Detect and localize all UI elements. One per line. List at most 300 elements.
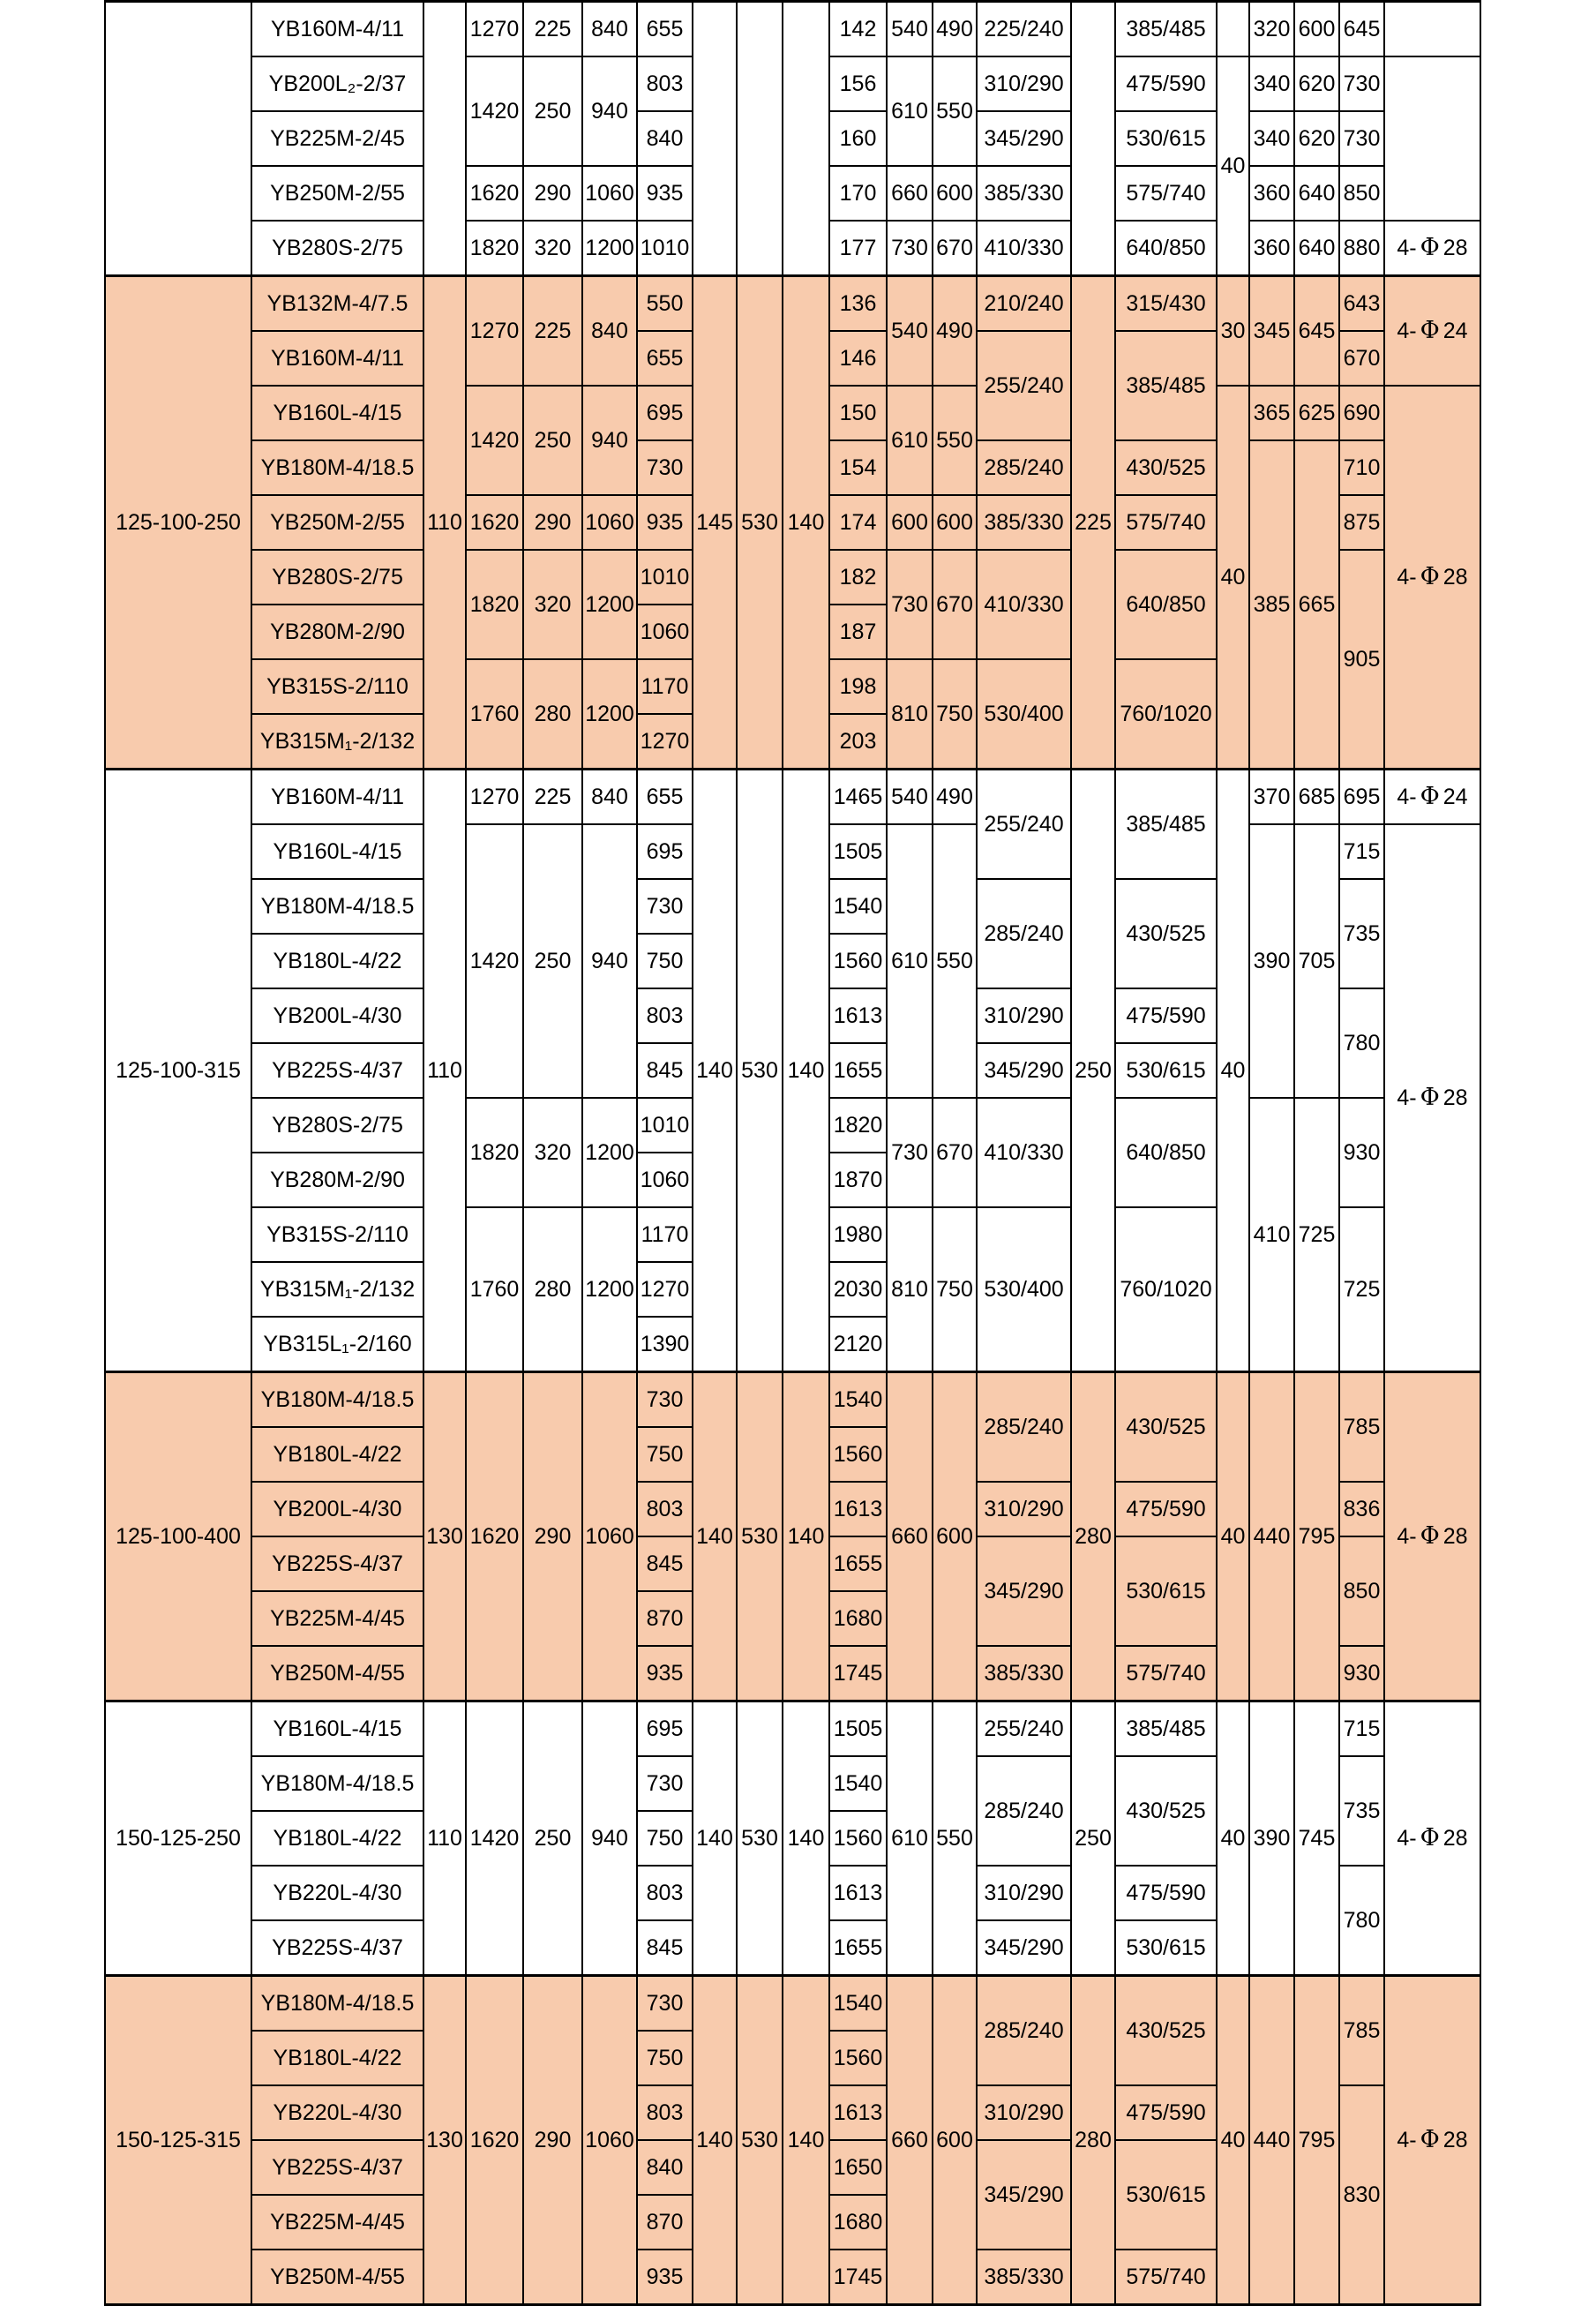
group-size-label: 125-100-315 [105, 770, 251, 1372]
value-cell: 875 [1339, 495, 1384, 550]
value-cell: 385 [1249, 440, 1294, 770]
value-cell: 600 [933, 166, 977, 221]
value-cell: 182 [829, 550, 887, 605]
value-cell: 845 [637, 1043, 693, 1098]
value-cell: 370 [1249, 770, 1294, 825]
motor-model: YB180M-4/18.5 [251, 440, 423, 495]
empty-cell [423, 2, 466, 276]
value-cell: 725 [1339, 1207, 1384, 1372]
phi-symbol: Φ [1420, 1521, 1440, 1550]
value-cell: 1820 [466, 221, 523, 276]
value-cell: 803 [637, 2085, 693, 2140]
value-cell: 1745 [829, 2250, 887, 2305]
value-cell: 156 [829, 56, 887, 111]
value-cell: 870 [637, 2195, 693, 2250]
value-cell: 1060 [582, 166, 637, 221]
value-cell: 1060 [637, 1153, 693, 1207]
motor-model: YB180L-4/22 [251, 1427, 423, 1482]
value-cell: 600 [1294, 2, 1339, 57]
value-cell: 785 [1339, 1372, 1384, 1483]
value-cell: 685 [1294, 770, 1339, 825]
value-cell: 1060 [582, 495, 637, 550]
bolt-holes-cell: 4- Φ 28 [1384, 386, 1480, 770]
value-cell: 530/615 [1115, 1920, 1217, 1976]
value-cell: 530/615 [1115, 1043, 1217, 1098]
value-cell: 250 [523, 56, 582, 166]
value-cell: 760/1020 [1115, 1207, 1217, 1372]
value-cell: 1200 [582, 1207, 637, 1372]
value-cell: 310/290 [977, 56, 1071, 111]
value-cell: 1420 [466, 824, 523, 1098]
value-cell: 385/330 [977, 495, 1071, 550]
value-cell: 1745 [829, 1646, 887, 1701]
value-cell: 715 [1339, 1701, 1384, 1757]
value-cell: 360 [1249, 166, 1294, 221]
motor-model: YB225S-4/37 [251, 1920, 423, 1976]
value-cell: 110 [423, 770, 466, 1372]
motor-model: YB200L-4/30 [251, 1482, 423, 1536]
value-cell: 1270 [637, 1262, 693, 1317]
value-cell: 255/240 [977, 331, 1071, 440]
value-cell: 750 [637, 1811, 693, 1866]
value-cell: 1170 [637, 1207, 693, 1262]
value-cell: 750 [637, 934, 693, 988]
value-cell: 1620 [466, 1976, 523, 2305]
motor-model: YB280M-2/90 [251, 605, 423, 659]
value-cell: 110 [423, 276, 466, 770]
value-cell: 430/525 [1115, 440, 1217, 495]
value-cell: 290 [523, 166, 582, 221]
value-cell: 310/290 [977, 2085, 1071, 2140]
value-cell: 140 [783, 1372, 829, 1701]
value-cell: 285/240 [977, 879, 1071, 988]
value-cell: 1655 [829, 1536, 887, 1591]
motor-model: YB280S-2/75 [251, 221, 423, 276]
value-cell: 1560 [829, 1427, 887, 1482]
value-cell: 575/740 [1115, 495, 1217, 550]
value-cell: 280 [523, 659, 582, 770]
value-cell: 140 [693, 1372, 737, 1701]
group-size-label: 125-100-400 [105, 1372, 251, 1701]
value-cell: 530/615 [1115, 111, 1217, 166]
value-cell: 640 [1294, 166, 1339, 221]
value-cell: 645 [1339, 2, 1384, 57]
value-cell: 870 [637, 1591, 693, 1646]
value-cell: 935 [637, 1646, 693, 1701]
value-cell: 360 [1249, 221, 1294, 276]
value-cell: 1540 [829, 1372, 887, 1428]
value-cell: 475/590 [1115, 1482, 1217, 1536]
value-cell: 160 [829, 111, 887, 166]
table-row [105, 1701, 1480, 1757]
motor-model: YB160M-4/11 [251, 770, 423, 825]
value-cell: 140 [693, 770, 737, 1372]
value-cell: 785 [1339, 1976, 1384, 2086]
value-cell: 430/525 [1115, 1756, 1217, 1866]
value-cell: 250 [1071, 1701, 1115, 1976]
value-cell: 715 [1339, 824, 1384, 879]
value-cell: 475/590 [1115, 2085, 1217, 2140]
value-cell: 385/485 [1115, 2, 1217, 57]
value-cell: 250 [523, 824, 582, 1098]
phi-symbol: Φ [1420, 1083, 1440, 1111]
value-cell: 803 [637, 988, 693, 1043]
value-cell: 320 [1249, 2, 1294, 57]
value-cell: 280 [523, 1207, 582, 1372]
motor-model: YB200L₂-2/37 [251, 56, 423, 111]
value-cell: 140 [783, 770, 829, 1372]
value-cell: 1820 [466, 1098, 523, 1207]
motor-model: YB225S-4/37 [251, 2140, 423, 2195]
value-cell: 410/330 [977, 1098, 1071, 1207]
value-cell: 475/590 [1115, 56, 1217, 111]
value-cell: 280 [1071, 1372, 1115, 1701]
value-cell: 490 [933, 2, 977, 57]
motor-model: YB180M-4/18.5 [251, 1976, 423, 2032]
value-cell: 225/240 [977, 2, 1071, 57]
value-cell: 285/240 [977, 1372, 1071, 1483]
value-cell: 930 [1339, 1646, 1384, 1701]
value-cell: 575/740 [1115, 2250, 1217, 2305]
value-cell: 1540 [829, 1976, 887, 2032]
value-cell: 390 [1249, 1701, 1294, 1976]
value-cell: 840 [637, 111, 693, 166]
value-cell: 610 [887, 386, 933, 495]
value-cell: 880 [1339, 221, 1384, 276]
motor-model: YB220L-4/30 [251, 1866, 423, 1920]
value-cell: 340 [1249, 56, 1294, 111]
value-cell: 695 [637, 386, 693, 440]
value-cell: 530/400 [977, 1207, 1071, 1372]
value-cell: 315/430 [1115, 276, 1217, 332]
value-cell: 320 [523, 1098, 582, 1207]
value-cell: 40 [1217, 1701, 1249, 1976]
value-cell: 177 [829, 221, 887, 276]
value-cell: 530 [737, 276, 783, 770]
motor-model: YB220L-4/30 [251, 2085, 423, 2140]
value-cell: 345/290 [977, 1043, 1071, 1098]
motor-model: YB250M-4/55 [251, 1646, 423, 1701]
value-cell: 540 [887, 2, 933, 57]
value-cell: 340 [1249, 111, 1294, 166]
value-cell: 310/290 [977, 1866, 1071, 1920]
value-cell: 290 [523, 495, 582, 550]
value-cell: 540 [887, 770, 933, 825]
value-cell: 695 [637, 824, 693, 879]
motor-model: YB250M-4/55 [251, 2250, 423, 2305]
value-cell: 845 [637, 1536, 693, 1591]
value-cell: 850 [1339, 166, 1384, 221]
value-cell: 730 [1339, 111, 1384, 166]
value-cell: 430/525 [1115, 1976, 1217, 2086]
value-cell: 600 [933, 495, 977, 550]
value-cell: 550 [933, 824, 977, 1098]
motor-model: YB180L-4/22 [251, 2031, 423, 2085]
phi-symbol: Φ [1420, 782, 1440, 810]
value-cell: 385/330 [977, 1646, 1071, 1701]
value-cell: 845 [637, 1920, 693, 1976]
value-cell: 140 [783, 276, 829, 770]
value-cell: 250 [1071, 770, 1115, 1372]
value-cell: 140 [783, 1976, 829, 2305]
value-cell: 1820 [829, 1098, 887, 1153]
motor-model: YB280M-2/90 [251, 1153, 423, 1207]
value-cell: 735 [1339, 879, 1384, 988]
value-cell: 940 [582, 1701, 637, 1976]
value-cell: 136 [829, 276, 887, 332]
value-cell: 410/330 [977, 221, 1071, 276]
value-cell: 1505 [829, 824, 887, 879]
value-cell: 385/485 [1115, 1701, 1217, 1757]
value-cell: 530/615 [1115, 1536, 1217, 1646]
table-row [105, 1372, 1480, 1428]
value-cell: 475/590 [1115, 988, 1217, 1043]
value-cell: 310/290 [977, 1482, 1071, 1536]
value-cell: 1820 [466, 550, 523, 659]
value-cell: 550 [933, 1701, 977, 1976]
value-cell: 795 [1294, 1976, 1339, 2305]
value-cell: 290 [523, 1372, 582, 1701]
value-cell: 1560 [829, 934, 887, 988]
value-cell: 550 [637, 276, 693, 332]
value-cell: 1760 [466, 659, 523, 770]
value-cell: 550 [933, 56, 977, 166]
table-row [105, 2, 1480, 57]
value-cell: 600 [933, 1372, 977, 1701]
value-cell: 365 [1249, 386, 1294, 440]
value-cell: 490 [933, 276, 977, 387]
value-cell: 1270 [466, 770, 523, 825]
value-cell: 1060 [582, 1976, 637, 2305]
value-cell: 530 [737, 1372, 783, 1701]
value-cell: 935 [637, 2250, 693, 2305]
value-cell: 320 [523, 221, 582, 276]
value-cell: 1680 [829, 2195, 887, 2250]
value-cell: 285/240 [977, 1756, 1071, 1866]
value-cell: 225 [523, 2, 582, 57]
value-cell: 550 [933, 386, 977, 495]
group-size-label: 125-100-250 [105, 276, 251, 770]
value-cell: 440 [1249, 1976, 1294, 2305]
motor-model: YB160L-4/15 [251, 386, 423, 440]
value-cell: 225 [523, 276, 582, 387]
motor-model: YB250M-2/55 [251, 166, 423, 221]
value-cell: 760/1020 [1115, 659, 1217, 770]
value-cell: 40 [1217, 56, 1249, 276]
value-cell: 640/850 [1115, 550, 1217, 659]
value-cell: 940 [582, 56, 637, 166]
motor-model: YB225M-4/45 [251, 2195, 423, 2250]
value-cell: 440 [1249, 1372, 1294, 1701]
value-cell: 610 [887, 824, 933, 1098]
bolt-holes-cell: 4- Φ 28 [1384, 1372, 1480, 1701]
value-cell: 1870 [829, 1153, 887, 1207]
value-cell: 730 [637, 879, 693, 934]
value-cell: 140 [693, 1976, 737, 2305]
motor-model: YB225M-4/45 [251, 1591, 423, 1646]
value-cell: 640 [1294, 221, 1339, 276]
motor-model: YB132M-4/7.5 [251, 276, 423, 332]
value-cell: 385/485 [1115, 770, 1217, 880]
motor-model: YB280S-2/75 [251, 550, 423, 605]
motor-dimension-table [104, 0, 1481, 2306]
value-cell: 940 [582, 824, 637, 1098]
value-cell: 170 [829, 166, 887, 221]
value-cell: 198 [829, 659, 887, 714]
value-cell: 385/485 [1115, 331, 1217, 440]
motor-model: YB200L-4/30 [251, 988, 423, 1043]
value-cell: 810 [887, 659, 933, 770]
value-cell: 142 [829, 2, 887, 57]
value-cell: 670 [933, 221, 977, 276]
value-cell: 575/740 [1115, 1646, 1217, 1701]
table-row [105, 1976, 1480, 2032]
value-cell: 810 [887, 1207, 933, 1372]
value-cell: 385/330 [977, 166, 1071, 221]
motor-model: YB225S-4/37 [251, 1043, 423, 1098]
value-cell: 130 [423, 1976, 466, 2305]
value-cell: 840 [582, 2, 637, 57]
value-cell: 530/400 [977, 659, 1071, 770]
value-cell: 750 [933, 659, 977, 770]
value-cell: 695 [637, 1701, 693, 1757]
value-cell: 1655 [829, 1920, 887, 1976]
value-cell: 225 [523, 770, 582, 825]
value-cell: 1650 [829, 2140, 887, 2195]
value-cell: 780 [1339, 988, 1384, 1098]
value-cell: 610 [887, 1701, 933, 1976]
value-cell: 490 [933, 770, 977, 825]
value-cell: 410 [1249, 1098, 1294, 1372]
value-cell: 140 [693, 1701, 737, 1976]
motor-model: YB160M-4/11 [251, 331, 423, 386]
value-cell: 750 [637, 1427, 693, 1482]
value-cell: 250 [523, 1701, 582, 1976]
value-cell: 130 [423, 1372, 466, 1701]
bolt-holes-cell: 4- Φ 28 [1384, 824, 1480, 1372]
value-cell: 2120 [829, 1317, 887, 1372]
value-cell: 410/330 [977, 550, 1071, 659]
value-cell: 750 [933, 1207, 977, 1372]
motor-model: YB225S-4/37 [251, 1536, 423, 1591]
table-wrap [104, 0, 1481, 2306]
value-cell: 1270 [466, 276, 523, 387]
motor-model: YB160L-4/15 [251, 1701, 423, 1757]
phi-symbol: Φ [1420, 2125, 1440, 2153]
motor-model: YB250M-2/55 [251, 495, 423, 550]
value-cell: 285/240 [977, 440, 1071, 495]
value-cell: 625 [1294, 386, 1339, 440]
value-cell: 640/850 [1115, 221, 1217, 276]
empty-cell [105, 2, 251, 276]
value-cell: 530 [737, 1701, 783, 1976]
value-cell: 660 [887, 1976, 933, 2305]
motor-model: YB160L-4/15 [251, 824, 423, 879]
value-cell: 830 [1339, 2085, 1384, 2305]
value-cell: 1540 [829, 1756, 887, 1811]
value-cell: 575/740 [1115, 166, 1217, 221]
value-cell: 210/240 [977, 276, 1071, 332]
value-cell: 1270 [466, 2, 523, 57]
value-cell: 710 [1339, 440, 1384, 495]
value-cell: 145 [693, 276, 737, 770]
value-cell: 690 [1339, 386, 1384, 440]
value-cell: 1620 [466, 166, 523, 221]
value-cell: 530/615 [1115, 2140, 1217, 2250]
value-cell: 655 [637, 2, 693, 57]
value-cell: 600 [887, 495, 933, 550]
value-cell: 430/525 [1115, 1372, 1217, 1483]
motor-model: YB180M-4/18.5 [251, 1372, 423, 1428]
value-cell: 1560 [829, 1811, 887, 1866]
motor-model: YB315M₁-2/132 [251, 714, 423, 770]
value-cell: 1010 [637, 550, 693, 605]
value-cell: 1170 [637, 659, 693, 714]
value-cell: 1613 [829, 2085, 887, 2140]
value-cell: 1760 [466, 1207, 523, 1372]
value-cell: 1200 [582, 221, 637, 276]
value-cell: 643 [1339, 276, 1384, 332]
value-cell: 290 [523, 1976, 582, 2305]
value-cell: 935 [637, 166, 693, 221]
value-cell: 840 [582, 276, 637, 387]
value-cell: 780 [1339, 1866, 1384, 1976]
phi-symbol: Φ [1420, 233, 1440, 261]
value-cell: 1465 [829, 770, 887, 825]
motor-model: YB280S-2/75 [251, 1098, 423, 1153]
value-cell: 640/850 [1115, 1098, 1217, 1207]
value-cell: 730 [1339, 56, 1384, 111]
value-cell: 795 [1294, 1372, 1339, 1701]
value-cell: 345/290 [977, 1536, 1071, 1646]
table-row [105, 276, 1480, 332]
value-cell: 840 [582, 770, 637, 825]
value-cell: 1655 [829, 1043, 887, 1098]
value-cell: 1613 [829, 1866, 887, 1920]
value-cell: 610 [887, 56, 933, 166]
value-cell: 725 [1294, 1098, 1339, 1372]
value-cell: 730 [637, 1976, 693, 2032]
value-cell: 670 [933, 1098, 977, 1207]
value-cell: 146 [829, 331, 887, 386]
value-cell: 695 [1339, 770, 1384, 825]
empty-cell [737, 2, 783, 276]
value-cell: 154 [829, 440, 887, 495]
value-cell: 530 [737, 770, 783, 1372]
value-cell: 1420 [466, 1701, 523, 1976]
value-cell: 1390 [637, 1317, 693, 1372]
value-cell: 670 [1339, 331, 1384, 386]
value-cell: 935 [637, 495, 693, 550]
value-cell: 2030 [829, 1262, 887, 1317]
value-cell: 1540 [829, 879, 887, 934]
value-cell: 430/525 [1115, 879, 1217, 988]
value-cell: 1010 [637, 1098, 693, 1153]
value-cell: 930 [1339, 1098, 1384, 1207]
value-cell: 40 [1217, 770, 1249, 1372]
bolt-holes-cell: 4- Φ 24 [1384, 770, 1480, 825]
value-cell: 475/590 [1115, 1866, 1217, 1920]
value-cell: 940 [582, 386, 637, 495]
value-cell: 540 [887, 276, 933, 387]
value-cell: 285/240 [977, 1976, 1071, 2086]
value-cell: 803 [637, 56, 693, 111]
motor-model: YB180M-4/18.5 [251, 879, 423, 934]
value-cell: 1613 [829, 988, 887, 1043]
value-cell: 665 [1294, 440, 1339, 770]
value-cell: 730 [887, 550, 933, 659]
value-cell: 345/290 [977, 111, 1071, 166]
